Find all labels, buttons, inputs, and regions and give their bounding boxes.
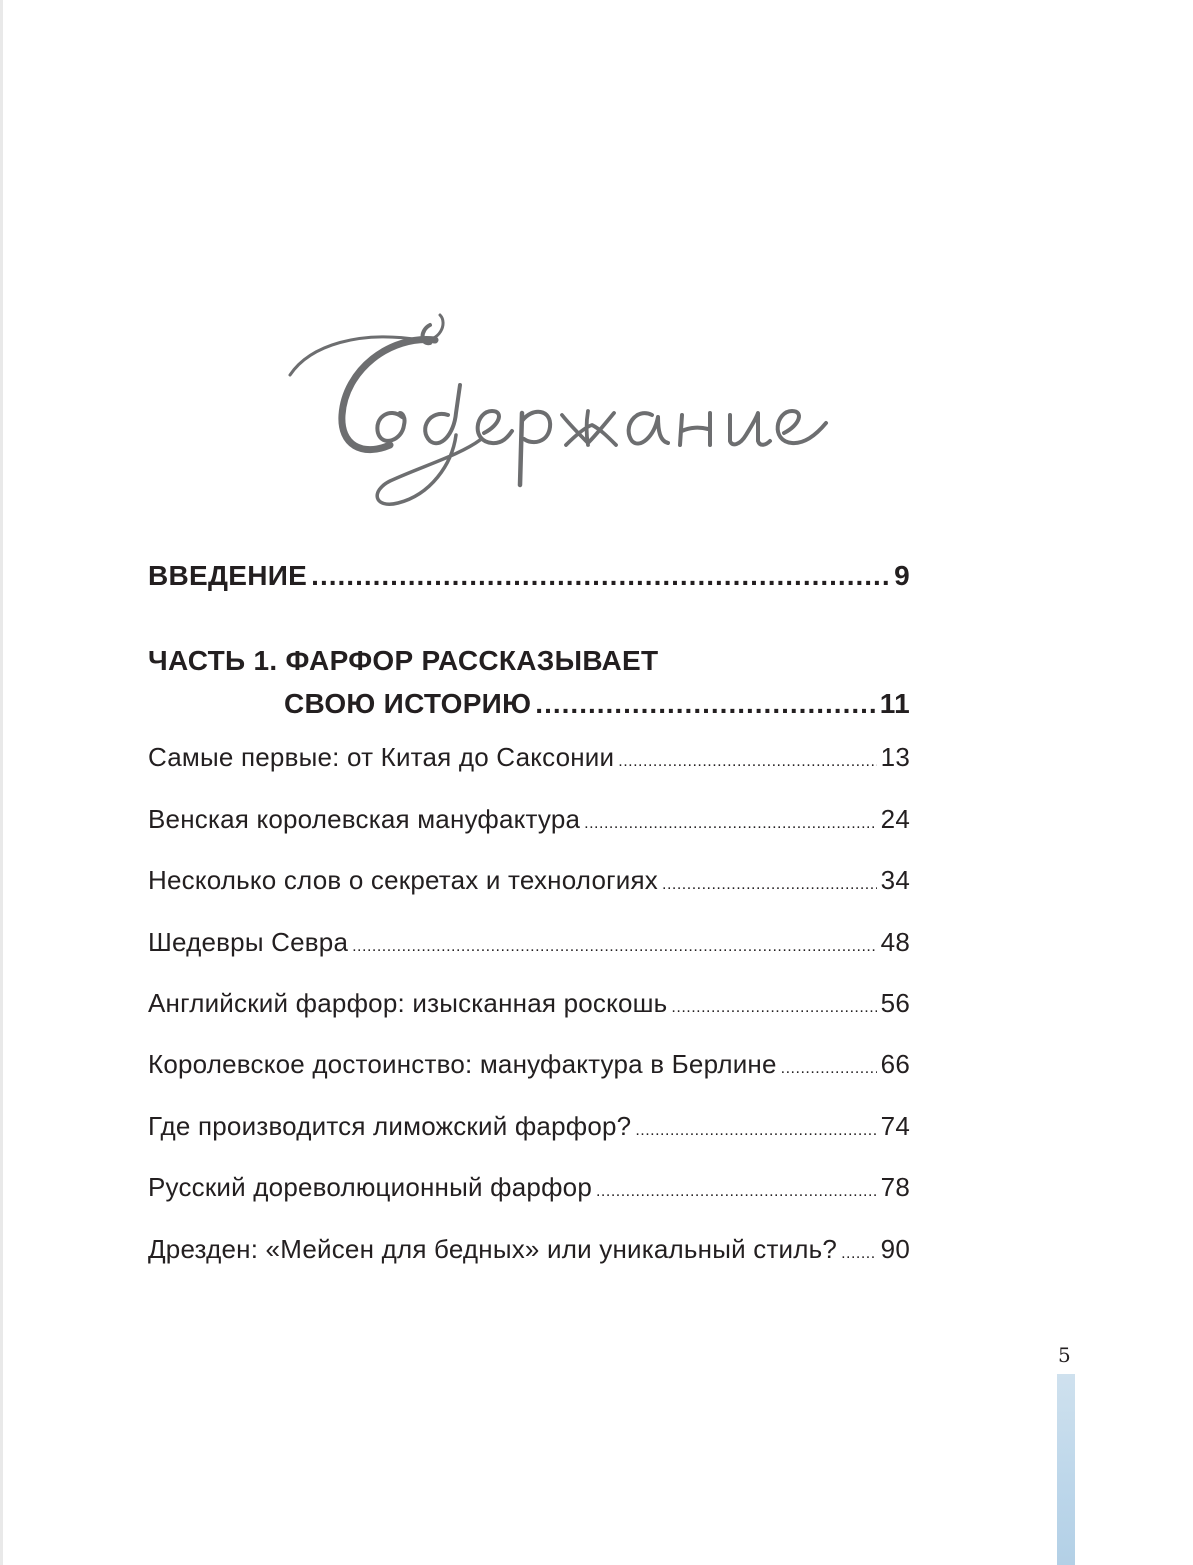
toc-chapter-label: Самые первые: от Китая до Саксонии: [148, 742, 615, 772]
toc-chapter[interactable]: [148, 1172, 910, 1203]
dot-leader: [671, 999, 876, 1017]
dot-leader: [311, 560, 890, 592]
toc-chapter-page: 48: [880, 927, 910, 957]
toc-chapter-page: 90: [880, 1234, 910, 1264]
dot-leader: [535, 688, 876, 720]
toc-chapter[interactable]: [148, 1111, 910, 1142]
toc-chapter-label: Дрезден: «Мейсен для бедных» или уникальный стиль?: [148, 1234, 838, 1264]
toc-part1-title[interactable]: ЧАСТЬ 1. ФАРФОР РАССКАЗЫВАЕТ: [148, 645, 659, 676]
toc-part1[interactable]: [284, 688, 910, 720]
toc-chapter[interactable]: [148, 742, 910, 773]
toc-chapter[interactable]: [148, 988, 910, 1019]
chapter-color-band: [1057, 1374, 1075, 1565]
toc-chapter-label: Венская королевская мануфактура: [148, 804, 581, 834]
toc-chapter[interactable]: [148, 804, 910, 835]
toc-intro[interactable]: [148, 560, 910, 592]
toc-chapter-page: 56: [880, 988, 910, 1018]
dot-leader: [841, 1245, 877, 1263]
title-calligraphy: [270, 295, 890, 525]
toc-chapter-label: Несколько слов о секретах и технологиях: [148, 865, 659, 895]
toc-chapter[interactable]: [148, 865, 910, 896]
page-edge: [0, 0, 3, 1565]
toc-chapter-label: Где производится лиможский фарфор?: [148, 1111, 632, 1141]
dot-leader: [352, 938, 877, 956]
toc-chapter-label: Русский дореволюционный фарфор: [148, 1172, 592, 1202]
toc-chapter-label: Английский фарфор: изысканная роскошь: [148, 988, 668, 1018]
toc-chapter-label: Королевское достоинство: мануфактура в Берлине: [148, 1049, 777, 1079]
toc-chapter[interactable]: [148, 1049, 910, 1080]
dot-leader: [662, 876, 877, 894]
toc-chapter[interactable]: [148, 1234, 910, 1265]
toc-chapter-page: 66: [880, 1049, 910, 1079]
toc-chapter-page: 78: [880, 1172, 910, 1202]
toc-intro-page: 9: [894, 560, 910, 591]
toc-chapter-label: Шедевры Севра: [148, 927, 349, 957]
page-title: [270, 295, 890, 525]
dot-leader: [781, 1060, 877, 1078]
toc-chapter[interactable]: [148, 927, 910, 958]
toc-chapter-page: 34: [880, 865, 910, 895]
toc-chapter-page: 74: [880, 1111, 910, 1141]
toc-part1-label: СВОЮ ИСТОРИЮ: [284, 688, 532, 719]
toc-intro-label: ВВЕДЕНИЕ: [148, 560, 308, 591]
dot-leader: [584, 815, 877, 833]
toc-part1-page: 11: [879, 688, 910, 719]
page-number: 5: [1058, 1343, 1071, 1367]
dot-leader: [635, 1122, 876, 1140]
dot-leader: [618, 753, 876, 771]
dot-leader: [596, 1183, 877, 1201]
toc-chapter-page: 24: [880, 804, 910, 834]
toc-chapter-page: 13: [880, 742, 910, 772]
